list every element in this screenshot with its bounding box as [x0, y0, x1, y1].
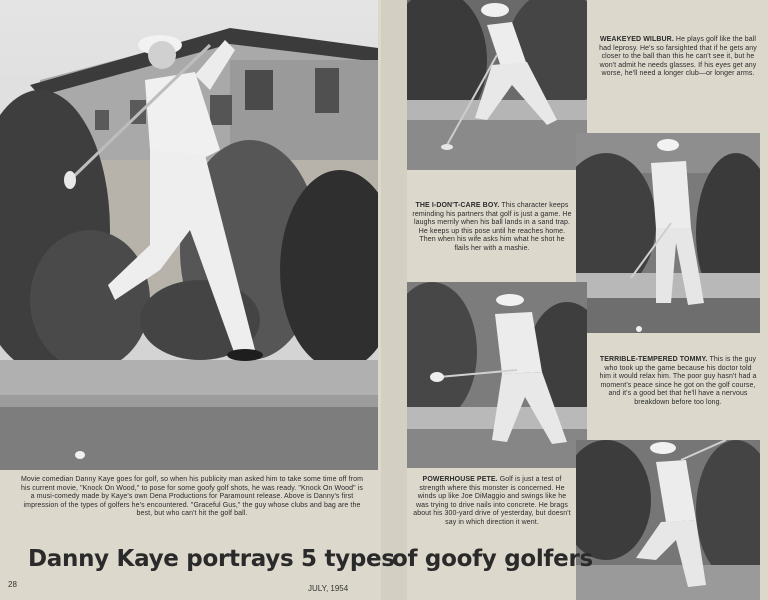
caption-body: This is the guy who took up the game because his doctor told him it would relax him. The poor guy hasn't had a moment's peace since he got on the golf course, and it's a good bet that he'll have a nervous breakdown before too long. — [599, 356, 757, 406]
caption-powerhouse-pete — [412, 476, 572, 527]
issue-date: JULY, 1954 — [308, 584, 349, 593]
caption-title: WEAKEYED WILBUR. — [599, 36, 676, 43]
caption-title: TERRIBLE-TEMPERED TOMMY. — [599, 356, 710, 363]
caption-main: Movie comedian Danny Kaye goes for golf, so when his publicity man asked him to take some time off from his current movie, "Knock On Wood," to pose for some goofy golf shots, he was ready. "Knock On Wood" is a musi-comedy made by Kaye's own Dena Productions for Paramount release. Above is Danny's first impression of the types of golfers he's encountered. "Graceful Gus," the guy whose clubs and bag are the best, but who can't hit the golf ball. — [20, 476, 364, 517]
photo-i-dont-care-boy — [576, 133, 760, 333]
photo-terrible-tempered-tommy — [576, 440, 760, 600]
caption-title: THE I-DON'T-CARE BOY. — [415, 202, 502, 209]
caption-body: This character keeps reminding his partners that golf is just a game. He laughs merrily when his ball lands in a sand trap. He keeps up this pose until he reaches home. Then when his wife asks him what he shot he flails her with a mashie. — [412, 202, 572, 252]
caption-weakeyed-wilbur — [598, 36, 758, 79]
page-gutter — [381, 0, 407, 600]
caption-body: Golf is just a test of strength where this monster is concerned. He winds up like Joe DiMaggio and swings like he was trying to drive nails into concrete. He brags about his 300-yard drive of yesterday, but doesn't say in which direction it went. — [413, 476, 571, 526]
headline-left: Danny Kaye portrays 5 types — [28, 546, 395, 572]
caption-title: POWERHOUSE PETE. — [422, 476, 500, 483]
photo-powerhouse-pete — [407, 282, 587, 468]
main-photo-graceful-gus — [0, 0, 378, 470]
photo-weakeyed-wilbur — [407, 0, 587, 170]
caption-body: He plays golf like the ball had leprosy. He's so farsighted that if he gets any closer to the ball than this he can't see it, but he won't admit he needs glasses. If his eyes get any worse, he'll need a longer club—or longer arms. — [599, 36, 757, 77]
headline-right: of goofy golfers — [392, 546, 593, 572]
page-number: 28 — [8, 580, 17, 589]
caption-terrible-tempered-tommy — [598, 356, 758, 407]
caption-i-dont-care-boy — [412, 202, 572, 253]
